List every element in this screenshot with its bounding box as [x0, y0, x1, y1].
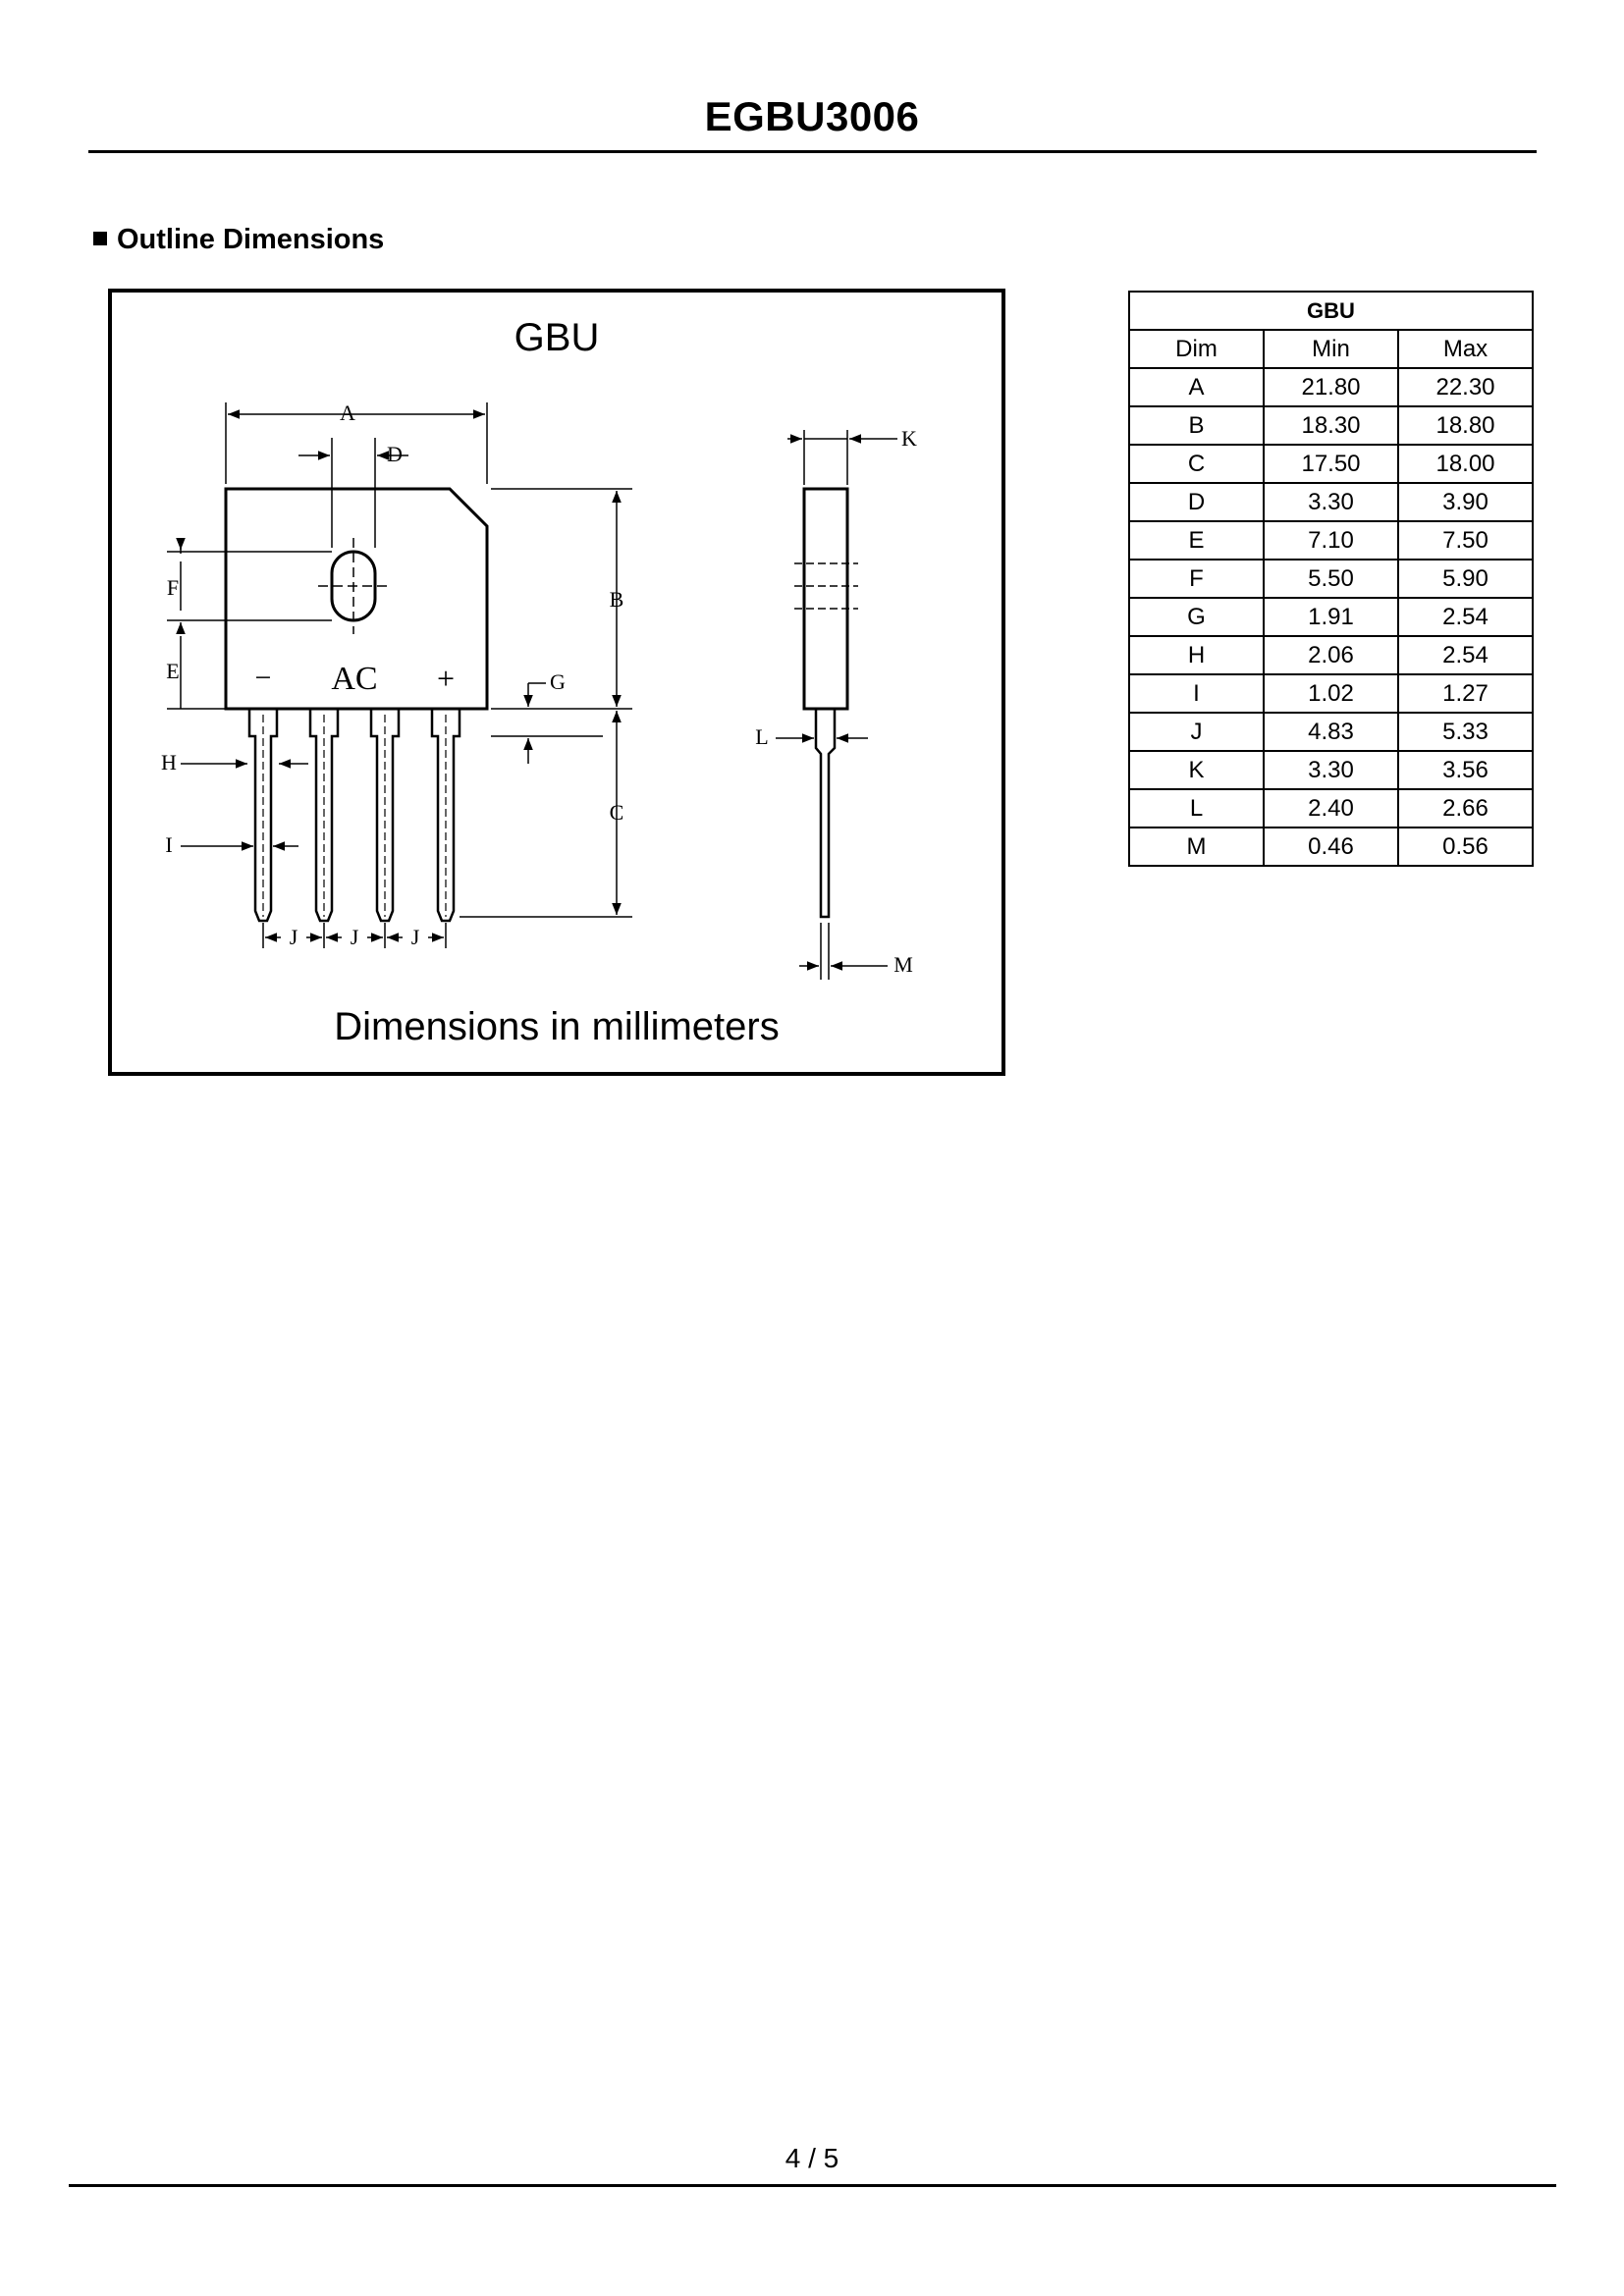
package-name: GBU [514, 316, 600, 359]
dim-label-k: K [901, 426, 917, 451]
dim-label-e: E [166, 659, 180, 683]
cell-min: 1.02 [1264, 674, 1398, 713]
dim-label-a: A [340, 400, 355, 425]
page-number: 4 / 5 [785, 2143, 839, 2173]
cell-max: 7.50 [1398, 521, 1533, 560]
dim-label-d: D [387, 442, 403, 466]
dim-label-j1: J [289, 925, 298, 949]
cell-min: 4.83 [1264, 713, 1398, 751]
cell-dim: L [1129, 789, 1264, 828]
terminal-ac-label: AC [331, 661, 378, 697]
table-row [1129, 560, 1533, 598]
cell-dim: G [1129, 598, 1264, 636]
cell-max: 1.27 [1398, 674, 1533, 713]
section-heading [93, 224, 384, 256]
table-row [1129, 521, 1533, 560]
cell-min: 17.50 [1264, 445, 1398, 483]
cell-max: 18.80 [1398, 406, 1533, 445]
cell-max: 5.90 [1398, 560, 1533, 598]
cell-dim: K [1129, 751, 1264, 789]
cell-max: 2.54 [1398, 636, 1533, 674]
package-drawing [112, 293, 1009, 1080]
cell-max: 3.90 [1398, 483, 1533, 521]
cell-dim: J [1129, 713, 1264, 751]
square-bullet-icon [93, 232, 107, 245]
terminal-plus-label: + [436, 661, 456, 696]
cell-min: 5.50 [1264, 560, 1398, 598]
cell-max: 2.54 [1398, 598, 1533, 636]
dimension-note: Dimensions in millimeters [334, 1005, 780, 1048]
table-row [1129, 674, 1533, 713]
dim-label-b: B [609, 587, 624, 612]
cell-dim: E [1129, 521, 1264, 560]
cell-max: 22.30 [1398, 368, 1533, 406]
table-row [1129, 828, 1533, 866]
dim-label-j3: J [410, 925, 420, 949]
cell-min: 1.91 [1264, 598, 1398, 636]
outline-drawing [108, 289, 1005, 1076]
cell-dim: C [1129, 445, 1264, 483]
cell-min: 7.10 [1264, 521, 1398, 560]
cell-dim: H [1129, 636, 1264, 674]
cell-dim: B [1129, 406, 1264, 445]
cell-dim: M [1129, 828, 1264, 866]
dim-label-h: H [161, 750, 177, 774]
cell-max: 5.33 [1398, 713, 1533, 751]
cell-min: 21.80 [1264, 368, 1398, 406]
column-header-max: Max [1398, 330, 1533, 368]
leads [249, 709, 460, 921]
cell-min: 2.40 [1264, 789, 1398, 828]
dim-label-g: G [550, 669, 566, 694]
title-divider [88, 150, 1537, 153]
dim-label-m: M [893, 952, 913, 977]
dim-label-j2: J [350, 925, 359, 949]
column-header-min: Min [1264, 330, 1398, 368]
cell-max: 3.56 [1398, 751, 1533, 789]
cell-dim: I [1129, 674, 1264, 713]
cell-max: 0.56 [1398, 828, 1533, 866]
table-row [1129, 483, 1533, 521]
side-view-body [804, 489, 847, 709]
column-header-dim: Dim [1129, 330, 1264, 368]
dim-label-c: C [609, 800, 624, 825]
side-view-lead [816, 709, 835, 917]
section-heading-text: Outline Dimensions [117, 224, 385, 255]
table-row [1129, 713, 1533, 751]
cell-min: 3.30 [1264, 483, 1398, 521]
cell-min: 3.30 [1264, 751, 1398, 789]
table-row [1129, 789, 1533, 828]
table-row [1129, 751, 1533, 789]
dim-label-l: L [755, 724, 769, 749]
dim-label-f: F [166, 575, 180, 600]
cell-dim: F [1129, 560, 1264, 598]
table-group-header: GBU [1129, 292, 1533, 330]
cell-min: 18.30 [1264, 406, 1398, 445]
table-row [1129, 368, 1533, 406]
table-row [1129, 598, 1533, 636]
cell-dim: A [1129, 368, 1264, 406]
terminal-minus-label: − [254, 662, 272, 694]
cell-max: 2.66 [1398, 789, 1533, 828]
dim-label-i: I [165, 832, 173, 857]
cell-min: 2.06 [1264, 636, 1398, 674]
dimension-table [1128, 291, 1534, 867]
table-row [1129, 636, 1533, 674]
cell-max: 18.00 [1398, 445, 1533, 483]
page-title: EGBU3006 [704, 93, 920, 139]
cell-min: 0.46 [1264, 828, 1398, 866]
table-row [1129, 445, 1533, 483]
table-row [1129, 406, 1533, 445]
cell-dim: D [1129, 483, 1264, 521]
footer-divider [69, 2184, 1556, 2187]
